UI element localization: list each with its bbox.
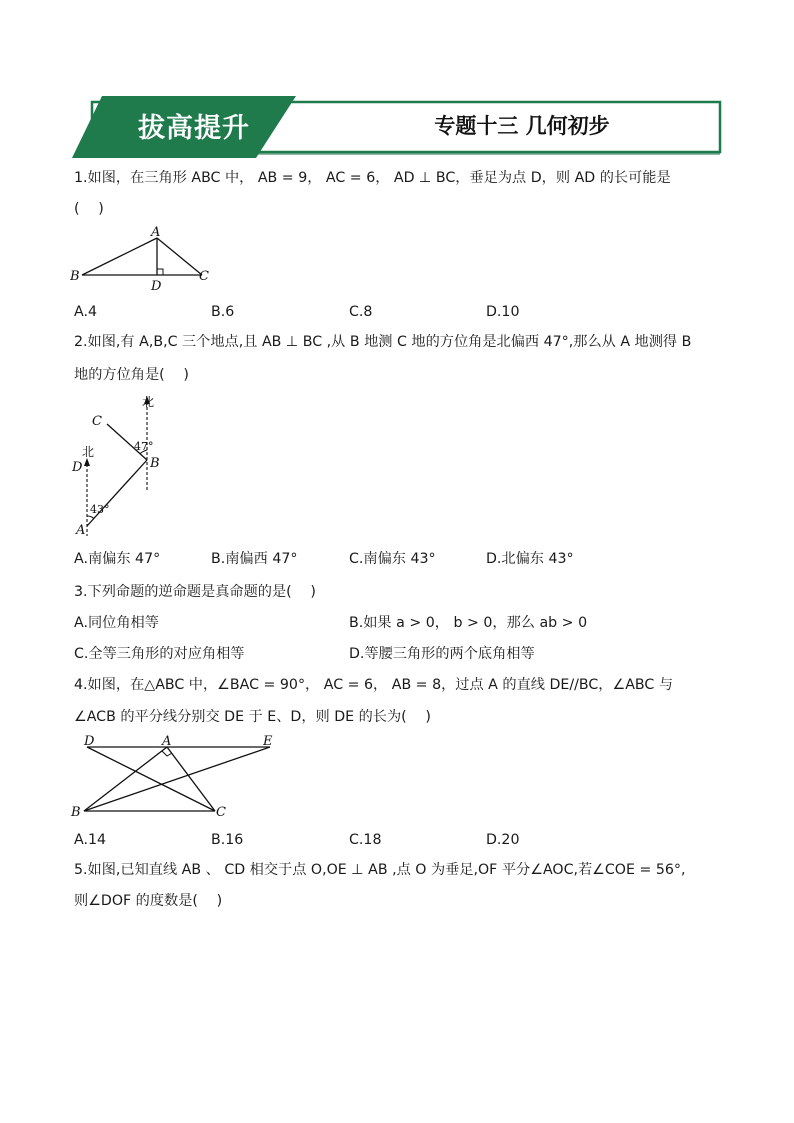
q2-label-a: A: [76, 523, 86, 538]
q2-text-line2: 地的方位角是( ): [74, 367, 189, 383]
q2-option-c: C.南偏东 43°: [349, 551, 436, 567]
q4-text-line2: ∠ACB 的平分线分别交 DE 于 E、D，则 DE 的长为( ): [74, 709, 431, 725]
q1-option-c: C.8: [349, 304, 373, 320]
q4-label-c: C: [216, 805, 226, 820]
q4-option-a: A.14: [74, 832, 107, 848]
q2-figure: [70, 392, 180, 542]
q4-label-e: E: [263, 734, 273, 749]
q4-label-d: D: [84, 734, 95, 749]
q4-option-d: D.20: [486, 832, 520, 848]
q1-label-a: A: [151, 225, 161, 240]
q2-north-top: 北: [142, 395, 155, 409]
q2-north-left: 北: [82, 445, 95, 459]
page-title: 专题十三 几何初步: [434, 114, 610, 138]
q4-label-a: A: [162, 734, 172, 749]
q1-text-line1: 1.如图，在三角形 ABC 中， AB = 9， AC = 6， AD ⊥ BC，垂足为点 D，则 AD 的长可能是: [74, 170, 671, 186]
q5-text-line1: 5.如图,已知直线 AB 、 CD 相交于点 O,OE ⊥ AB ,点 O 为垂足,OF 平分∠AOC,若∠COE = 56°,: [74, 862, 686, 878]
q2-angle-47: 47°: [134, 440, 154, 453]
q3-option-a: A.同位角相等: [74, 615, 159, 631]
q4-text-line1: 4.如图，在△ABC 中，∠BAC = 90°， AC = 6， AB = 8，过点 A 的直线 DE//BC，∠ABC 与: [74, 677, 674, 693]
q4-figure: [70, 734, 280, 824]
q1-label-c: C: [199, 269, 209, 284]
q4-label-b: B: [71, 805, 81, 820]
q3-option-b: B.如果 a > 0， b > 0，那么 ab > 0: [349, 615, 588, 631]
q3-option-d: D.等腰三角形的两个底角相等: [349, 646, 535, 662]
q4-option-c: C.18: [349, 832, 382, 848]
q4-option-b: B.16: [211, 832, 244, 848]
q2-option-a: A.南偏东 47°: [74, 551, 161, 567]
header-tag: 拔高提升: [138, 113, 250, 144]
q2-label-d: D: [72, 460, 83, 475]
q1-label-d: D: [151, 279, 162, 294]
q5-text-line2: 则∠DOF 的度数是( ): [74, 893, 223, 909]
q2-angle-43: 43°: [90, 503, 110, 516]
q1-text-line2: ( ): [74, 201, 104, 217]
q2-text-line1: 2.如图,有 A,B,C 三个地点,且 AB ⊥ BC ,从 B 地测 C 地的方位角是北偏西 47°,那么从 A 地测得 B: [74, 334, 692, 350]
q2-label-b: B: [150, 456, 160, 471]
q2-label-c: C: [92, 414, 102, 429]
q1-figure: [70, 224, 220, 294]
q1-option-b: B.6: [211, 304, 235, 320]
q3-text-line1: 3.下列命题的逆命题是真命题的是( ): [74, 584, 316, 600]
q1-option-a: A.4: [74, 304, 97, 320]
q1-option-d: D.10: [486, 304, 520, 320]
q3-option-c: C.全等三角形的对应角相等: [74, 646, 245, 662]
header-banner: [72, 96, 722, 158]
q1-label-b: B: [70, 269, 80, 284]
q2-option-d: D.北偏东 43°: [486, 551, 574, 567]
q2-option-b: B.南偏西 47°: [211, 551, 298, 567]
